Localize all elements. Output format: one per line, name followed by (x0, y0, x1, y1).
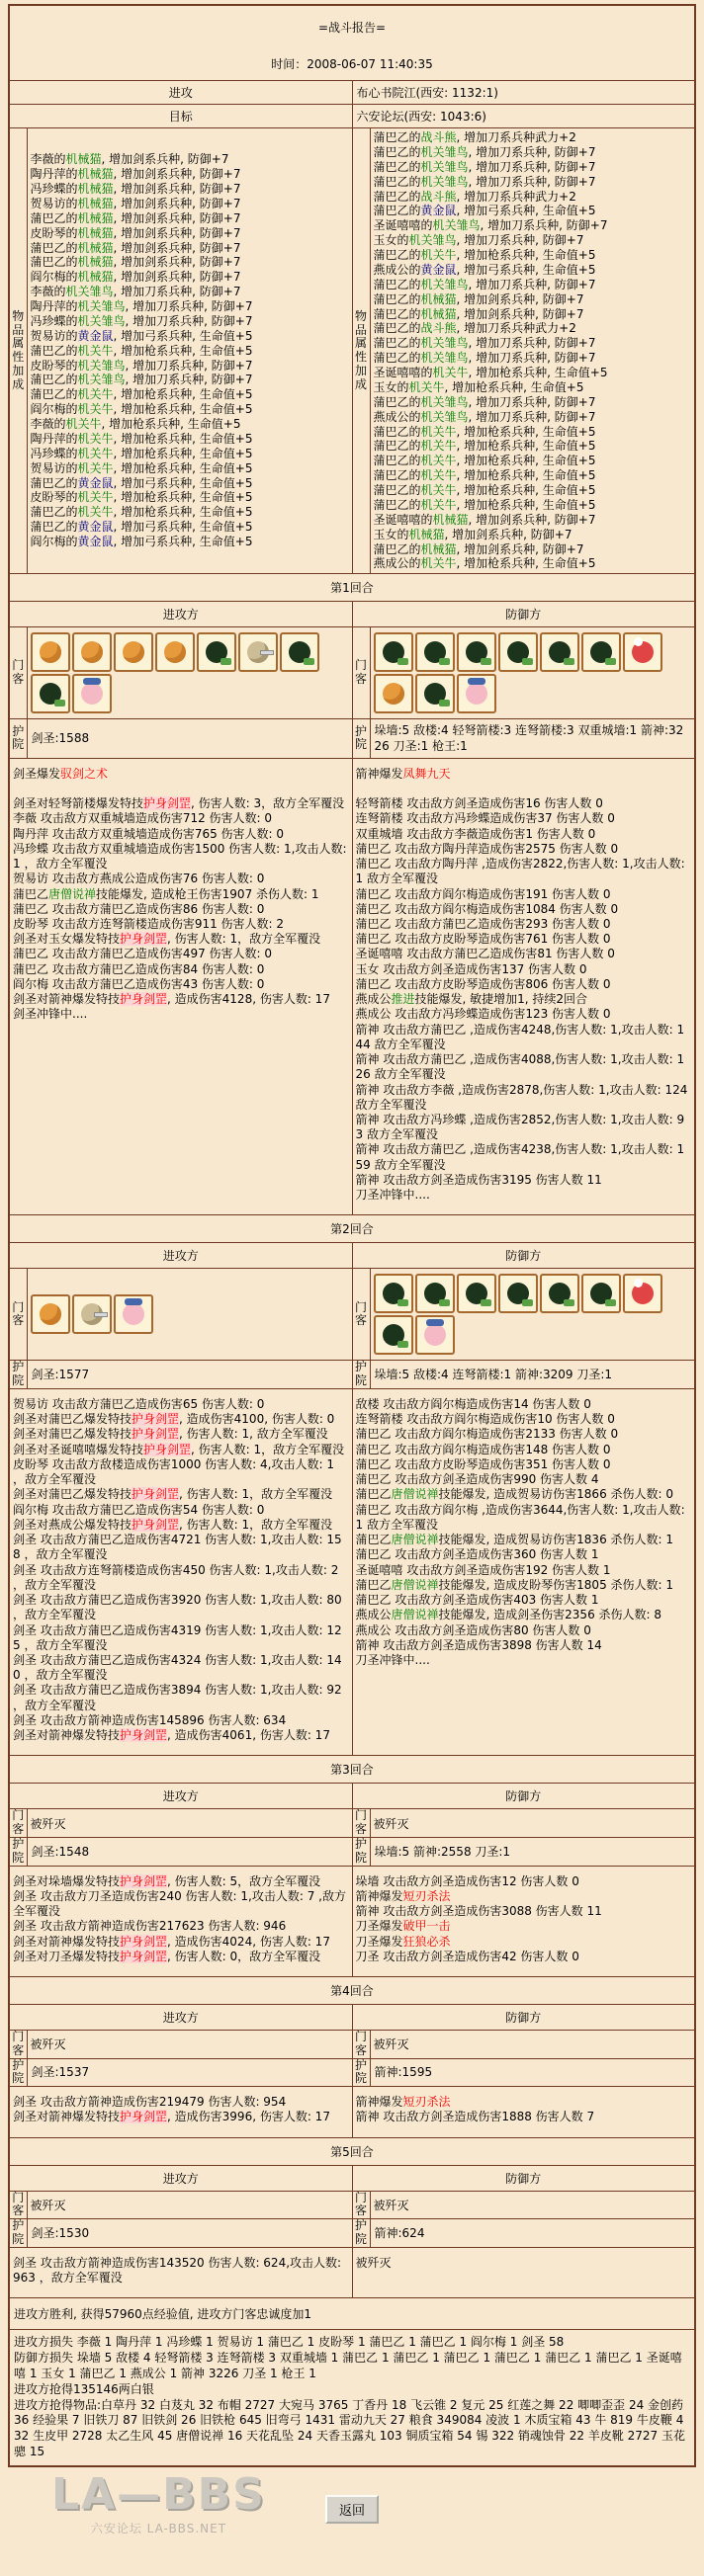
log-line: 蒲巴乙 攻击敌方蒲巴乙造成伤害84 伤害人数: 0 (13, 961, 265, 976)
round-title: 第3回合 (9, 1756, 695, 1784)
log-line: 剑圣 攻击敌方刀圣造成伤害240 伤害人数: 1,攻击人数: 7 ,敌方全军覆没 (13, 1888, 346, 1919)
item-bonus-line: 蒲巴乙的机关牛, 增加枪系兵种, 生命值+5 (30, 387, 253, 402)
pig-avatar (457, 674, 496, 713)
log-line: 李薇 攻击敌方双重城墙造成伤害712 伤害人数: 0 (13, 811, 273, 826)
item-bonus-line: 李薇的机关牛, 增加枪系兵种, 生命值+5 (30, 417, 241, 432)
attacker-huyuan-label: 护院 (9, 1361, 27, 1389)
attacker-battle-log (9, 1389, 352, 1756)
attacker-menke: 被歼灭 (27, 2031, 352, 2059)
ninja-avatar (540, 632, 579, 672)
monkey-avatar (374, 674, 413, 713)
log-line: 燕成公唐僧说禅技能爆发, 造成剑圣伤害2356 杀伤人数: 8 (355, 1608, 662, 1622)
ninja-avatar (415, 674, 455, 713)
attacker-battle-log (9, 1866, 352, 1976)
item-bonus-line: 蒲巴乙的机械猫, 增加剑系兵种, 防御+7 (373, 306, 584, 321)
log-line: 箭神 攻击敌方冯珍蝶 ,造成伤害2852,伤害人数: 1,攻击人数: 93 敌方全军覆没 (355, 1113, 685, 1142)
defender-menke: 被歼灭 (370, 2031, 695, 2059)
pigwarrior-avatar (72, 1294, 112, 1334)
item-bonus-line: 蒲巴乙的机关雏鸟, 增加刀系兵种, 防御+7 (373, 174, 596, 189)
log-line: 剑圣对箭神爆发特技护身剑罡, 造成伤害4061, 伤害人数: 17 (13, 1728, 330, 1743)
item-bonus-line: 蒲巴乙的机械猫, 增加剑系兵种, 防御+7 (373, 541, 584, 556)
attacker-huyuan-stats: 剑圣:1537 (27, 2058, 352, 2087)
pig-avatar (415, 1315, 455, 1355)
ninja-avatar (581, 1274, 621, 1313)
log-line: 剑圣对蒲巴乙爆发特技护身剑罡, 伤害人数: 1，敌方全军覆没 (13, 1487, 333, 1502)
attacker-battle-log (9, 2087, 352, 2137)
round-3-menke-row (9, 1809, 695, 1838)
item-bonus-line: 玉女的机关牛, 增加枪系兵种, 生命值+5 (373, 379, 584, 394)
log-line: 箭神爆发短刃杀法 (355, 1888, 451, 1903)
attacker-menke: 被歼灭 (27, 1809, 352, 1838)
defender-huyuan-label: 护院 (352, 2058, 370, 2087)
item-bonus-line: 阎尔梅的黄金鼠, 增加弓系兵种, 生命值+5 (30, 535, 253, 549)
defender-huyuan-stats: 箭神:624 (370, 2219, 695, 2248)
log-line: 刀圣冲锋中.... (355, 1188, 430, 1203)
attacker-menke-label: 门客 (9, 627, 27, 719)
round-3-log-row (9, 1866, 695, 1976)
log-line: 蒲巴乙唐僧说禅技能爆发, 造成贺易访伤害1866 杀伤人数: 0 (355, 1487, 674, 1502)
item-bonus-line: 陶丹萍的机关雏鸟, 增加刀系兵种, 防御+7 (30, 299, 253, 314)
item-bonus-line: 蒲巴乙的机关牛, 增加枪系兵种, 生命值+5 (373, 483, 596, 497)
santa-avatar (623, 1274, 662, 1313)
pig-avatar (114, 1294, 153, 1334)
defender-huyuan-label: 护院 (352, 719, 370, 758)
labbs-logo-text: LA—BBS (51, 2468, 266, 2520)
log-line: 箭神 攻击敌方蒲巴乙 ,造成伤害4088,伤害人数: 1,攻击人数: 126 敌方全军覆没 (355, 1052, 685, 1082)
log-line: 蒲巴乙唐僧说禅技能爆发, 造成贺易访伤害1836 杀伤人数: 1 (355, 1533, 674, 1547)
ninja-avatar (581, 632, 621, 672)
item-bonus-line: 蒲巴乙的机关雏鸟, 增加刀系兵种, 防御+7 (373, 144, 596, 159)
attacker-side-header: 进攻方 (9, 2165, 352, 2191)
log-line: 剑圣对蒲巴乙爆发特技护身剑罡, 伤害人数: 1, 敌方全军覆没 (13, 1427, 328, 1442)
item-bonus-line: 玉女的机关雏鸟, 增加刀系兵种, 防御+7 (373, 233, 584, 248)
log-line: 剑圣 攻击敌方箭神造成伤害145896 伤害人数: 634 (13, 1712, 287, 1727)
defender-side-header: 防御方 (352, 2165, 695, 2191)
item-bonus-line: 蒲巴乙的机械猫, 增加剑系兵种, 防御+7 (30, 255, 241, 270)
item-bonus-line: 阎尔梅的机械猫, 增加剑系兵种, 防御+7 (30, 270, 241, 285)
ninja-avatar (457, 1274, 496, 1313)
round-4-title-row (9, 1977, 695, 2005)
log-line: 燕成公推进技能爆发, 敏捷增加1, 持续2回合 (355, 992, 588, 1007)
log-line: 刀圣爆发破甲一击 (355, 1919, 451, 1934)
defender-battle-log (352, 758, 695, 1215)
log-line: 蒲巴乙 攻击敌方蒲巴乙造成伤害86 伤害人数: 0 (13, 901, 265, 916)
item-bonus-line: 阎尔梅的机关牛, 增加枪系兵种, 生命值+5 (30, 402, 253, 417)
log-line: 蒲巴乙 攻击敌方阎尔梅造成伤害2133 伤害人数 0 (355, 1427, 619, 1442)
item-bonus-line: 蒲巴乙的机关雏鸟, 增加刀系兵种, 防御+7 (373, 351, 596, 366)
log-line: 轻弩箭楼 攻击敌方剑圣造成伤害16 伤害人数 0 (355, 796, 603, 811)
round-5-huyuan-row (9, 2219, 695, 2248)
ninja-avatar (498, 632, 538, 672)
round-1-title-row (9, 574, 695, 602)
round-1-menke-row (9, 627, 695, 719)
attacker-items-list (27, 128, 352, 574)
log-line: 蒲巴乙 攻击敌方剑圣造成伤害403 伤害人数 1 (355, 1593, 599, 1608)
defender-battle-log (352, 1866, 695, 1976)
round-1-huyuan-row (9, 719, 695, 758)
attack-row (9, 81, 695, 105)
log-line: 剑圣对箭神爆发特技护身剑罡, 造成伤害4128, 伤害人数: 17 (13, 992, 330, 1007)
log-line: 陶丹萍 攻击敌方双重城墙造成伤害765 伤害人数: 0 (13, 826, 285, 841)
defender-menke: 被歼灭 (370, 1809, 695, 1838)
back-button[interactable]: 返回 (325, 2495, 379, 2524)
log-line: 燕成公 攻击敌方剑圣造成伤害80 伤害人数 0 (355, 1622, 591, 1637)
round-4-huyuan-row (9, 2058, 695, 2087)
attacker-battle-log (9, 2247, 352, 2297)
log-line: 皮盼琴 攻击敌方敌楼造成伤害1000 伤害人数: 4,攻击人数: 1 ，敌方全军覆没 (13, 1456, 334, 1487)
monkey-avatar (72, 632, 112, 672)
defender-menke-label: 门客 (352, 1809, 370, 1838)
log-line: 蒲巴乙 攻击敌方皮盼琴造成伤害351 伤害人数 0 (355, 1456, 611, 1471)
log-line: 箭神 攻击敌方李薇 ,造成伤害2878,伤害人数: 1,攻击人数: 124 敌方全军覆没 (355, 1082, 688, 1112)
target-value: 六安论坛(西安: 1043:6) (352, 105, 695, 128)
ninja-avatar (457, 632, 496, 672)
log-line: 剑圣冲锋中.... (13, 1007, 88, 1022)
item-bonus-line: 蒲巴乙的机械猫, 增加剑系兵种, 防御+7 (30, 240, 241, 255)
defender-side-header: 防御方 (352, 2005, 695, 2031)
item-bonus-line: 陶丹萍的机关牛, 增加枪系兵种, 生命值+5 (30, 431, 253, 446)
defender-huyuan-stats: 垛墙:5 箭神:2558 刀圣:1 (370, 1838, 695, 1867)
log-line: 剑圣对圣诞嘻嘻爆发特技护身剑罡, 伤害人数: 1，敌方全军覆没 (13, 1442, 345, 1456)
attacker-side-header: 进攻方 (9, 2005, 352, 2031)
log-line: 燕成公 攻击敌方冯珍蝶造成伤害123 伤害人数 0 (355, 1007, 611, 1022)
log-line: 被歼灭 (355, 2255, 392, 2270)
item-bonus-line: 蒲巴乙的黄金鼠, 增加弓系兵种, 生命值+5 (373, 204, 596, 218)
log-line: 蒲巴乙 攻击敌方皮盼琴造成伤害761 伤害人数 0 (355, 932, 611, 947)
attacker-menke (27, 627, 352, 719)
log-line: 阎尔梅 攻击敌方蒲巴乙造成伤害54 伤害人数: 0 (13, 1502, 265, 1517)
item-bonus-line: 燕成公的机关雏鸟, 增加刀系兵种, 防御+7 (373, 409, 596, 424)
battle-report-table (8, 4, 696, 2467)
item-bonus-line: 蒲巴乙的机关牛, 增加枪系兵种, 生命值+5 (373, 454, 596, 468)
log-line: 剑圣 攻击敌方箭神造成伤害219479 伤害人数: 954 (13, 2095, 287, 2110)
defender-battle-log (352, 2247, 695, 2297)
round-1-side-row (9, 602, 695, 627)
item-bonus-row (9, 128, 695, 574)
ninja-avatar (31, 674, 70, 713)
item-bonus-line: 圣诞嘻嘻的机关雏鸟, 增加刀系兵种, 防御+7 (373, 218, 608, 233)
log-line: 蒲巴乙 攻击敌方阎尔梅造成伤害191 伤害人数 0 (355, 886, 611, 901)
labbs-logo (51, 2468, 266, 2536)
labbs-logo-subtext: 六安论坛 LA-BBS.NET (90, 2521, 227, 2535)
attacker-huyuan-label: 护院 (9, 719, 27, 758)
item-bonus-line: 玉女的机械猫, 增加剑系兵种, 防御+7 (373, 527, 572, 541)
log-line: 蒲巴乙 攻击敌方剑圣造成伤害360 伤害人数 1 (355, 1547, 599, 1562)
attacker-menke-label: 门客 (9, 1269, 27, 1361)
ninja-avatar (374, 632, 413, 672)
ninja-avatar (280, 632, 319, 672)
round-4-side-row (9, 2005, 695, 2031)
log-line: 蒲巴乙 攻击敌方阎尔梅造成伤害1084 伤害人数 0 (355, 901, 619, 916)
round-5-log-row (9, 2247, 695, 2297)
report-title: =战斗报告= (317, 21, 387, 35)
round-5-side-row (9, 2165, 695, 2191)
defender-battle-log (352, 1389, 695, 1756)
log-line: 蒲巴乙 攻击敌方阎尔梅 ,造成伤害3644,伤害人数: 1,攻击人数: 1 敌方全军覆没 (355, 1502, 685, 1532)
battle-result: 进攻方胜利, 获得57960点经验值, 进攻方门客忠诚度加1 (9, 2298, 695, 2330)
pigwarrior-avatar (238, 632, 278, 672)
log-line: 垛墙 攻击敌方剑圣造成伤害12 伤害人数 0 (355, 1873, 579, 1888)
log-line: 刀圣 攻击敌方剑圣造成伤害42 伤害人数 0 (355, 1949, 579, 1963)
attacker-menke (27, 1269, 352, 1361)
attacker-side-header: 进攻方 (9, 602, 352, 627)
item-bonus-line: 贺易访的机械猫, 增加剑系兵种, 防御+7 (30, 196, 241, 210)
log-line: 连弩箭楼 攻击敌方冯珍蝶造成伤害37 伤害人数 0 (355, 811, 615, 826)
attacker-huyuan-stats: 剑圣:1548 (27, 1838, 352, 1867)
log-line: 贺易访 攻击敌方蒲巴乙造成伤害65 伤害人数: 0 (13, 1397, 265, 1412)
log-line: 剑圣 攻击敌方蒲巴乙造成伤害3920 伤害人数: 1,攻击人数: 80 ，敌方全军覆没 (13, 1593, 342, 1622)
defender-menke (370, 627, 695, 719)
round-title: 第5回合 (9, 2137, 695, 2165)
log-line: 剑圣爆发驭剑之术 (13, 766, 109, 781)
item-bonus-line: 冯珍蝶的机械猫, 增加剑系兵种, 防御+7 (30, 182, 241, 197)
battle-report-page (0, 4, 704, 2576)
item-bonus-line: 蒲巴乙的机关牛, 增加枪系兵种, 生命值+5 (30, 343, 253, 358)
round-4-menke-row (9, 2031, 695, 2059)
log-line: 蒲巴乙 攻击敌方蒲巴乙造成伤害293 伤害人数 0 (355, 916, 611, 931)
defender-menke-label: 门客 (352, 627, 370, 719)
round-5-title-row (9, 2137, 695, 2165)
item-bonus-line: 蒲巴乙的机关牛, 增加枪系兵种, 生命值+5 (373, 424, 596, 439)
item-bonus-line: 蒲巴乙的机关雏鸟, 增加刀系兵种, 防御+7 (373, 336, 596, 351)
item-bonus-line: 圣诞嘻嘻的机械猫, 增加剑系兵种, 防御+7 (373, 512, 596, 527)
defender-side-header: 防御方 (352, 1784, 695, 1809)
item-bonus-line: 贺易访的机关牛, 增加枪系兵种, 生命值+5 (30, 460, 253, 475)
round-2-menke-row (9, 1269, 695, 1361)
log-line: 剑圣 攻击敌方蒲巴乙造成伤害4324 伤害人数: 1,攻击人数: 140 ，敌方全军覆没 (13, 1653, 342, 1683)
item-bonus-line: 蒲巴乙的机关雏鸟, 增加刀系兵种, 防御+7 (373, 394, 596, 409)
log-line: 双重城墙 攻击敌方李薇造成伤害1 伤害人数 0 (355, 826, 596, 841)
item-bonus-line: 蒲巴乙的战斗熊, 增加刀系兵种武力+2 (373, 321, 576, 336)
log-line: 剑圣 攻击敌方蒲巴乙造成伤害3894 伤害人数: 1,攻击人数: 92 ，敌方全军覆没 (13, 1683, 342, 1712)
defender-huyuan-label: 护院 (352, 1361, 370, 1389)
log-line: 剑圣 攻击敌方连弩箭楼造成伤害450 伤害人数: 1,攻击人数: 2 ，敌方全军覆没 (13, 1562, 339, 1592)
round-2-side-row (9, 1243, 695, 1269)
defender-menke: 被歼灭 (370, 2191, 695, 2219)
result-row (9, 2298, 695, 2330)
log-line: 剑圣对蒲巴乙爆发特技护身剑罡, 造成伤害4100, 伤害人数: 0 (13, 1412, 335, 1427)
attacker-huyuan-label: 护院 (9, 1838, 27, 1867)
defender-huyuan-label: 护院 (352, 1838, 370, 1867)
defender-items-label: 物品属性加成 (352, 128, 370, 574)
item-bonus-line: 蒲巴乙的机关牛, 增加枪系兵种, 生命值+5 (373, 439, 596, 454)
defender-side-header: 防御方 (352, 602, 695, 627)
item-bonus-line: 皮盼琴的机关雏鸟, 增加刀系兵种, 防御+7 (30, 358, 253, 373)
log-line: 刀圣爆发狂狼必杀 (355, 1934, 451, 1949)
attacker-menke-label: 门客 (9, 2191, 27, 2219)
log-line: 皮盼琴 攻击敌方连弩箭楼造成伤害911 伤害人数: 2 (13, 916, 285, 931)
monkey-avatar (114, 632, 153, 672)
item-bonus-line: 燕成公的机关牛, 增加枪系兵种, 生命值+5 (373, 556, 596, 571)
report-time: 时间：2008-06-07 11:40:35 (271, 57, 433, 71)
round-5-menke-row (9, 2191, 695, 2219)
item-bonus-line: 陶丹萍的机械猫, 增加剑系兵种, 防御+7 (30, 167, 241, 182)
defender-menke-label: 门客 (352, 2031, 370, 2059)
log-line: 剑圣对玉女爆发特技护身剑罡, 伤害人数: 1，敌方全军覆没 (13, 932, 321, 947)
monkey-avatar (31, 632, 70, 672)
log-line: 剑圣对燕成公爆发特技护身剑罡, 伤害人数: 1，敌方全军覆没 (13, 1517, 333, 1532)
log-line: 箭神 攻击敌方剑圣造成伤害3088 伤害人数 11 (355, 1904, 602, 1919)
log-line: 蒲巴乙 攻击敌方阎尔梅造成伤害148 伤害人数 0 (355, 1442, 611, 1456)
log-line: 剑圣对轻弩箭楼爆发特技护身剑罡, 伤害人数: 3，敌方全军覆没 (13, 796, 345, 811)
target-row (9, 105, 695, 128)
log-line: 箭神 攻击敌方剑圣造成伤害1888 伤害人数 7 (355, 2110, 595, 2124)
log-line: 蒲巴乙 攻击敌方陶丹萍造成伤害2575 伤害人数 0 (355, 841, 619, 856)
defender-items-list (370, 128, 695, 574)
ninja-avatar (197, 632, 236, 672)
item-bonus-line: 蒲巴乙的机关雏鸟, 增加刀系兵种, 防御+7 (373, 159, 596, 174)
attacker-huyuan-label: 护院 (9, 2219, 27, 2248)
item-bonus-line: 李薇的机械猫, 增加剑系兵种, 防御+7 (30, 152, 229, 167)
item-bonus-line: 贺易访的黄金鼠, 增加弓系兵种, 生命值+5 (30, 328, 253, 343)
ninja-avatar (415, 1274, 455, 1313)
ninja-avatar (374, 1274, 413, 1313)
silver-looted: 进攻方抢得135146两白银 (14, 2381, 154, 2396)
log-line: 蒲巴乙 攻击敌方陶丹萍 ,造成伤害2822,伤害人数: 1,攻击人数: 1 敌方全军覆没 (355, 857, 685, 886)
round-3-title-row (9, 1756, 695, 1784)
log-line: 蒲巴乙 攻击敌方剑圣造成伤害990 伤害人数 4 (355, 1472, 599, 1487)
log-line: 蒲巴乙唐僧说禅技能爆发, 造成枪王伤害1907 杀伤人数: 1 (13, 886, 319, 901)
attacker-losses: 进攻方损失 李薇 1 陶丹萍 1 冯珍蝶 1 贺易访 1 蒲巴乙 1 皮盼琴 1 蒲巴乙 1 蒲巴乙 1 阎尔梅 1 剑圣 58 (14, 2335, 565, 2350)
attacker-huyuan-label: 护院 (9, 2058, 27, 2087)
santa-avatar (623, 632, 662, 672)
defender-menke-label: 门客 (352, 1269, 370, 1361)
attacker-huyuan-stats: 剑圣:1530 (27, 2219, 352, 2248)
defender-huyuan-stats: 垛墙:5 敌楼:4 轻弩箭楼:3 连弩箭楼:3 双重城墙:1 箭神:3226 刀圣:1 枪王:1 (370, 719, 695, 758)
page-footer (0, 2469, 704, 2576)
pig-avatar (72, 674, 112, 713)
defender-side-header: 防御方 (352, 1243, 695, 1269)
round-1-log-row (9, 758, 695, 1215)
attack-value: 布心书院江(西安: 1132:1) (352, 81, 695, 105)
rounds-body (9, 574, 695, 2298)
log-line: 箭神 攻击敌方蒲巴乙 ,造成伤害4238,伤害人数: 1,攻击人数: 159 敌方全军覆没 (355, 1142, 685, 1172)
item-bonus-line: 蒲巴乙的机关牛, 增加枪系兵种, 生命值+5 (30, 505, 253, 520)
log-line: 玉女 攻击敌方剑圣造成伤害137 伤害人数 0 (355, 961, 587, 976)
round-2-title-row (9, 1215, 695, 1243)
item-bonus-line: 蒲巴乙的战斗熊, 增加刀系兵种武力+2 (373, 130, 576, 144)
log-line: 剑圣 攻击敌方蒲巴乙造成伤害4721 伤害人数: 1,攻击人数: 158 ，敌方全军覆没 (13, 1533, 342, 1562)
item-bonus-line: 李薇的机关雏鸟, 增加刀系兵种, 防御+7 (30, 285, 241, 299)
item-bonus-line: 蒲巴乙的黄金鼠, 增加弓系兵种, 生命值+5 (30, 520, 253, 535)
item-bonus-line: 皮盼琴的机关牛, 增加枪系兵种, 生命值+5 (30, 490, 253, 505)
log-line: 剑圣对刀圣爆发特技护身剑罡, 伤害人数: 0，敌方全军覆没 (13, 1949, 321, 1963)
round-3-side-row (9, 1784, 695, 1809)
log-line: 箭神 攻击敌方剑圣造成伤害3195 伤害人数 11 (355, 1172, 602, 1187)
item-bonus-line: 蒲巴乙的机关雏鸟, 增加刀系兵种, 防御+7 (373, 277, 596, 291)
round-title: 第4回合 (9, 1977, 695, 2005)
log-line: 剑圣 攻击敌方蒲巴乙造成伤害4319 伤害人数: 1,攻击人数: 125 ，敌方全军覆没 (13, 1622, 342, 1652)
attacker-battle-log (9, 758, 352, 1215)
round-4-log-row (9, 2087, 695, 2137)
attacker-menke-label: 门客 (9, 1809, 27, 1838)
header-row (9, 5, 695, 81)
target-label: 目标 (9, 105, 352, 128)
attacker-menke-label: 门客 (9, 2031, 27, 2059)
item-bonus-line: 蒲巴乙的机械猫, 增加剑系兵种, 防御+7 (30, 210, 241, 225)
item-bonus-line: 蒲巴乙的机关牛, 增加枪系兵种, 生命值+5 (373, 497, 596, 512)
item-bonus-line: 蒲巴乙的机关牛, 增加枪系兵种, 生命值+5 (373, 468, 596, 483)
log-line (356, 782, 692, 796)
log-line: 蒲巴乙 攻击敌方蒲巴乙造成伤害497 伤害人数: 0 (13, 947, 273, 961)
log-line: 剑圣对垛墙爆发特技护身剑罡, 伤害人数: 5，敌方全军覆没 (13, 1873, 321, 1888)
log-line: 箭神爆发短刃杀法 (355, 2095, 451, 2110)
log-line: 贺易访 攻击敌方燕成公造成伤害76 伤害人数: 0 (13, 872, 265, 886)
defender-huyuan-stats: 垛墙:5 敌楼:4 连弩箭楼:1 箭神:3209 刀圣:1 (370, 1361, 695, 1389)
log-line: 剑圣 攻击敌方箭神造成伤害217623 伤害人数: 946 (13, 1919, 287, 1934)
attack-label: 进攻 (9, 81, 352, 105)
attacker-menke: 被歼灭 (27, 2191, 352, 2219)
item-bonus-line: 圣诞嘻嘻的机关牛, 增加枪系兵种, 生命值+5 (373, 366, 608, 379)
round-2-log-row (9, 1389, 695, 1756)
item-bonus-line: 皮盼琴的机械猫, 增加剑系兵种, 防御+7 (30, 225, 241, 240)
defender-huyuan-label: 护院 (352, 2219, 370, 2248)
log-line: 剑圣 攻击敌方箭神造成伤害143520 伤害人数: 624,攻击人数: 963 ，敌方全军覆没 (13, 2255, 342, 2285)
log-line: 箭神 攻击敌方蒲巴乙 ,造成伤害4248,伤害人数: 1,攻击人数: 144 敌方全军覆没 (355, 1022, 685, 1051)
round-title: 第2回合 (9, 1215, 695, 1243)
defender-menke-label: 门客 (352, 2191, 370, 2219)
log-line: 刀圣冲锋中.... (355, 1653, 430, 1667)
log-line: 蒲巴乙 攻击敌方皮盼琴造成伤害806 伤害人数 0 (355, 976, 611, 991)
defender-huyuan-stats: 箭神:1595 (370, 2058, 695, 2087)
item-bonus-line: 冯珍蝶的机关牛, 增加枪系兵种, 生命值+5 (30, 446, 253, 460)
ninja-avatar (415, 632, 455, 672)
log-line: 敌楼 攻击敌方阎尔梅造成伤害14 伤害人数 0 (355, 1397, 591, 1412)
items-looted: 进攻方抢得物品:白草丹 32 白芨丸 32 布帽 2727 大宛马 3765 丁香丹 18 飞云锥 2 复元 25 红莲之舞 22 唧唧歪歪 24 金创药 36 经验果 7 旧铁刀 87 旧铁剑 26 旧铁枪 645 旧弯弓 1431 雷动九天 27 粮食 349084 凌波 1 木质宝箱 43 牛 819 牛皮鞭 432 生皮甲 2728 太乙生风 45 唐僧说禅 16 天花乱坠 24 天香玉露丸 103 铜质宝箱 54 锡 322 销魂蚀骨 22 羊皮靴 2727 玉花骢 15 (14, 2397, 685, 2459)
item-bonus-line: 蒲巴乙的战斗熊, 增加刀系兵种武力+2 (373, 189, 576, 204)
log-line: 蒲巴乙唐僧说禅技能爆发, 造成皮盼琴伤害1805 杀伤人数: 1 (355, 1577, 674, 1592)
summary-row (9, 2330, 695, 2466)
monkey-avatar (31, 1294, 70, 1334)
defender-losses: 防御方损失 垛墙 5 敌楼 4 轻弩箭楼 3 连弩箭楼 3 双重城墙 1 蒲巴乙 1 蒲巴乙 1 蒲巴乙 1 蒲巴乙 1 蒲巴乙 1 蒲巴乙 1 圣诞嘻嘻 1 玉女 1 蒲巴乙 1 燕成公 1 箭神 3226 刀圣 1 枪王 1 (14, 2351, 682, 2380)
round-title: 第1回合 (9, 574, 695, 602)
log-line: 冯珍蝶 攻击敌方双重城墙造成伤害1500 伤害人数: 1,攻击人数: 1 ，敌方全军覆没 (13, 841, 347, 872)
defender-battle-log (352, 2087, 695, 2137)
log-line: 圣诞嘻嘻 攻击敌方剑圣造成伤害192 伤害人数 1 (355, 1562, 611, 1577)
item-bonus-line: 蒲巴乙的黄金鼠, 增加弓系兵种, 生命值+5 (30, 475, 253, 490)
round-3-huyuan-row (9, 1838, 695, 1867)
item-bonus-line: 蒲巴乙的机械猫, 增加剑系兵种, 防御+7 (373, 291, 584, 306)
attacker-huyuan-stats: 剑圣:1577 (27, 1361, 352, 1389)
log-line (13, 782, 349, 796)
ninja-avatar (374, 1315, 413, 1355)
round-2-huyuan-row (9, 1361, 695, 1389)
item-bonus-line: 燕成公的黄金鼠, 增加弓系兵种, 生命值+5 (373, 262, 596, 277)
log-line: 箭神 攻击敌方剑圣造成伤害3898 伤害人数 14 (355, 1637, 602, 1652)
attacker-side-header: 进攻方 (9, 1243, 352, 1269)
log-line: 连弩箭楼 攻击敌方阎尔梅造成伤害10 伤害人数 0 (355, 1412, 615, 1427)
log-line: 剑圣对箭神爆发特技护身剑罡, 造成伤害3996, 伤害人数: 17 (13, 2110, 330, 2124)
defender-menke (370, 1269, 695, 1361)
item-bonus-line: 冯珍蝶的机关雏鸟, 增加刀系兵种, 防御+7 (30, 313, 253, 328)
log-line: 圣诞嘻嘻 攻击敌方蒲巴乙造成伤害81 伤害人数 0 (355, 947, 615, 961)
ninja-avatar (540, 1274, 579, 1313)
ninja-avatar (498, 1274, 538, 1313)
item-bonus-line: 蒲巴乙的机关雏鸟, 增加刀系兵种, 防御+7 (30, 373, 253, 387)
item-bonus-line: 蒲巴乙的机关牛, 增加枪系兵种, 生命值+5 (373, 248, 596, 262)
log-line: 阎尔梅 攻击敌方蒲巴乙造成伤害43 伤害人数: 0 (13, 976, 265, 991)
attacker-items-label: 物品属性加成 (9, 128, 27, 574)
attacker-side-header: 进攻方 (9, 1784, 352, 1809)
monkey-avatar (155, 632, 195, 672)
attacker-huyuan-stats: 剑圣:1588 (27, 719, 352, 758)
log-line: 箭神爆发凤舞九天 (355, 766, 451, 781)
log-line: 剑圣对箭神爆发特技护身剑罡, 造成伤害4024, 伤害人数: 17 (13, 1934, 330, 1949)
